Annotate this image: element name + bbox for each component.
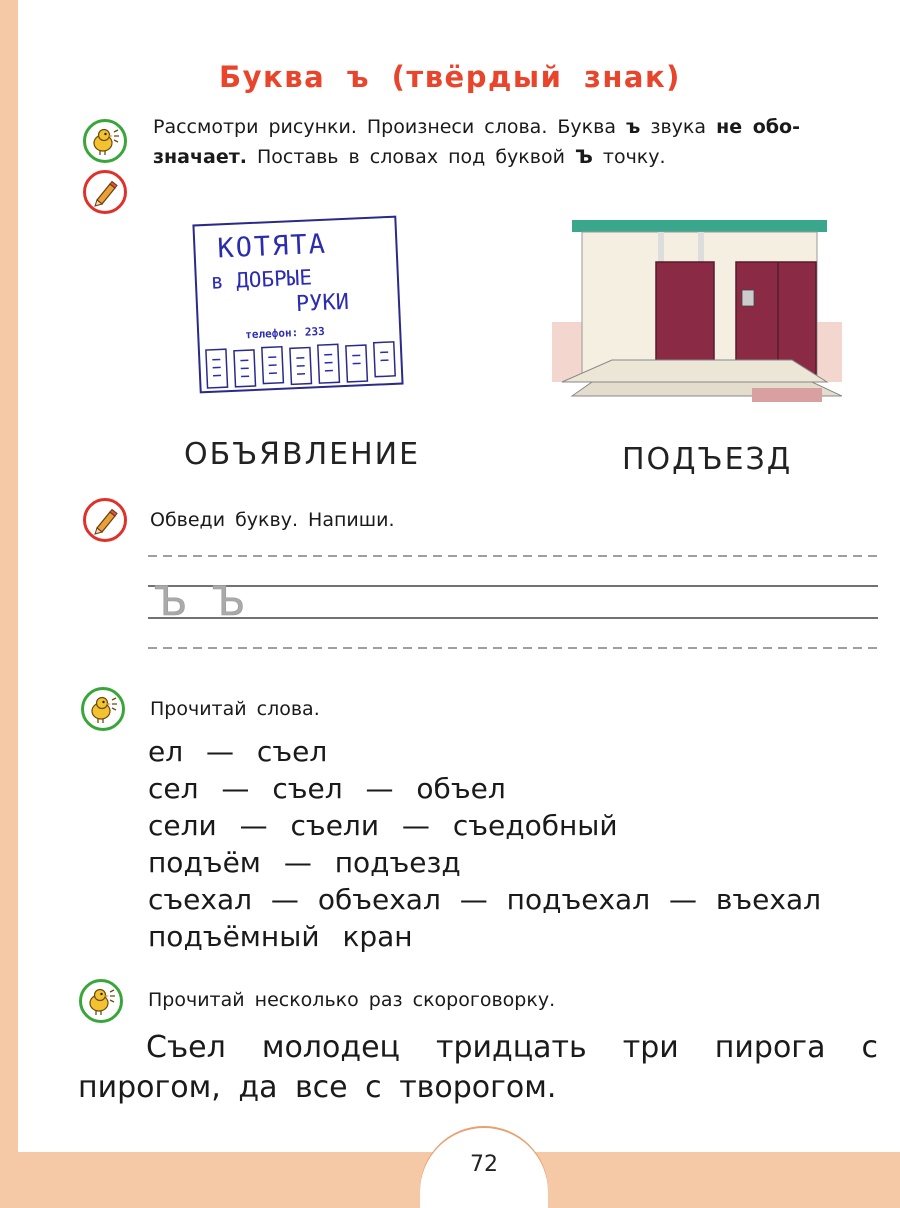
sign-line-3: РУКИ: [295, 289, 350, 318]
sign-line-4: телефон: 233: [244, 324, 325, 342]
task3-instruction: Прочитай слова.: [150, 698, 320, 720]
page-number: 72: [470, 1152, 498, 1177]
pencil-icon: [83, 498, 127, 542]
page-title: Буква ъ (твёрдый знак): [219, 60, 681, 94]
sign-line-2: в ДОБРЫЕ: [210, 265, 313, 294]
list-item: подъём — подъезд: [148, 846, 461, 879]
task4-instruction: Прочитай несколько раз скороговорку.: [148, 989, 556, 1011]
trace-letters: Ъ Ъ: [154, 579, 252, 625]
list-item: сел — съел — объел: [148, 772, 506, 805]
word-entrance: ПОДЪЕЗД: [622, 442, 793, 477]
list-item: съехал — объехал — подъехал — въехал: [148, 883, 822, 916]
word-list: [148, 733, 821, 955]
sign-tear-off-strips: [200, 338, 402, 392]
list-item: подъёмный кран: [148, 920, 413, 953]
bird-speaking-icon: [83, 119, 127, 163]
entrance-illustration: [552, 210, 842, 410]
sign-line-1: КОТЯТА: [216, 228, 328, 265]
tongue-twister: Съел молодец тридцать три пирога с пирогом, да все с творогом.: [78, 1030, 878, 1105]
word-announcement: ОБЪЯВЛЕНИЕ: [184, 437, 421, 472]
writing-lines: [148, 548, 878, 658]
bird-speaking-icon: [81, 687, 125, 731]
task1-instruction: Рассмотри рисунки. Произнеси слова. Буква ъ звука не обо- значает. Поставь в словах под буквой Ъ точку.: [153, 116, 800, 168]
list-item: ел — съел: [148, 735, 328, 768]
task2-instruction: Обведи букву. Напиши.: [150, 509, 395, 531]
bird-speaking-icon: [79, 979, 123, 1023]
pencil-icon: [83, 170, 127, 214]
list-item: сели — съели — съедобный: [148, 809, 618, 842]
announcement-illustration: [192, 216, 403, 394]
